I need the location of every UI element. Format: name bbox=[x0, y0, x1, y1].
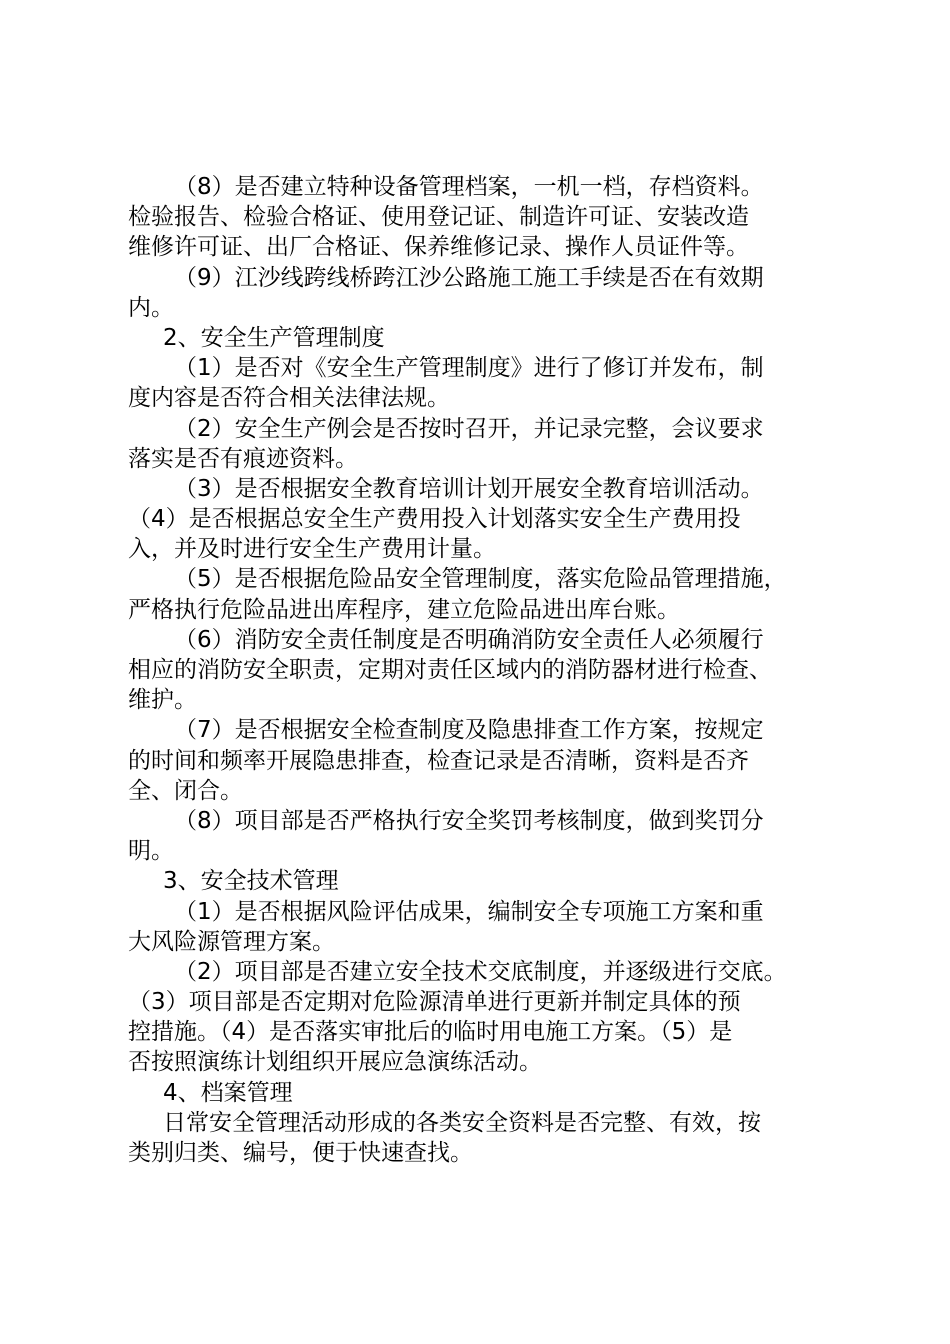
text-line: 维修许可证、出厂合格证、保养维修记录、操作人员证件等。 bbox=[128, 234, 749, 261]
text-line: （2）安全生产例会是否按时召开，并记录完整，会议要求 bbox=[174, 415, 764, 442]
section-heading: 4、档案管理 bbox=[163, 1079, 293, 1106]
text-line: 严格执行危险品进出库程序，建立危险品进出库台账。 bbox=[128, 596, 680, 623]
text-line: 明。 bbox=[128, 838, 174, 865]
text-line: （1）是否根据风险评估成果，编制安全专项施工方案和重 bbox=[174, 898, 764, 925]
text-line: 检验报告、检验合格证、使用登记证、制造许可证、安装改造 bbox=[128, 204, 749, 231]
text-line: 日常安全管理活动形成的各类安全资料是否完整、有效，按 bbox=[163, 1109, 761, 1136]
text-line: 入，并及时进行安全生产费用计量。 bbox=[128, 536, 496, 563]
text-line: 相应的消防安全职责，定期对责任区域内的消防器材进行检查、 bbox=[128, 657, 772, 683]
text-line: 大风险源管理方案。 bbox=[128, 928, 335, 955]
text-line: 类别归类、编号，便于快速查找。 bbox=[128, 1140, 473, 1166]
text-line: 的时间和频率开展隐患排查，检查记录是否清晰，资料是否齐 bbox=[128, 747, 749, 774]
text-line: （8）项目部是否严格执行安全奖罚考核制度，做到奖罚分 bbox=[174, 807, 764, 834]
text-line: （7）是否根据安全检查制度及隐患排查工作方案，按规定 bbox=[174, 717, 764, 744]
text-line: （9）江沙线跨线桥跨江沙公路施工施工手续是否在有效期 bbox=[174, 264, 764, 291]
document-body bbox=[128, 172, 828, 1168]
text-line: （3）是否根据安全教育培训计划开展安全教育培训活动。 bbox=[174, 475, 764, 502]
text-line: （1）是否对《安全生产管理制度》进行了修订并发布，制 bbox=[174, 355, 764, 382]
text-line: 度内容是否符合相关法律法规。 bbox=[128, 385, 450, 412]
text-line: 否按照演练计划组织开展应急演练活动。 bbox=[128, 1049, 542, 1076]
text-line: 控措施。（4）是否落实审批后的临时用电施工方案。（5）是 bbox=[128, 1019, 733, 1046]
text-line: 全、闭合。 bbox=[128, 777, 243, 804]
text-line: （4）是否根据总安全生产费用投入计划落实安全生产费用投 bbox=[128, 506, 741, 533]
text-line: （3）项目部是否定期对危险源清单进行更新并制定具体的预 bbox=[128, 989, 741, 1016]
text-line: 内。 bbox=[128, 294, 174, 321]
text-line: （8）是否建立特种设备管理档案，一机一档，存档资料。 bbox=[174, 174, 764, 200]
text-line: 落实是否有痕迹资料。 bbox=[128, 445, 358, 472]
section-heading: 3、安全技术管理 bbox=[163, 868, 339, 895]
text-line: 维护。 bbox=[128, 687, 197, 714]
text-line: （6）消防安全责任制度是否明确消防安全责任人必须履行 bbox=[174, 626, 764, 653]
text-line: （2）项目部是否建立安全技术交底制度，并逐级进行交底。 bbox=[174, 958, 787, 985]
text-line: （5）是否根据危险品安全管理制度，落实危险品管理措施， bbox=[174, 566, 787, 593]
section-heading: 2、安全生产管理制度 bbox=[163, 324, 385, 351]
